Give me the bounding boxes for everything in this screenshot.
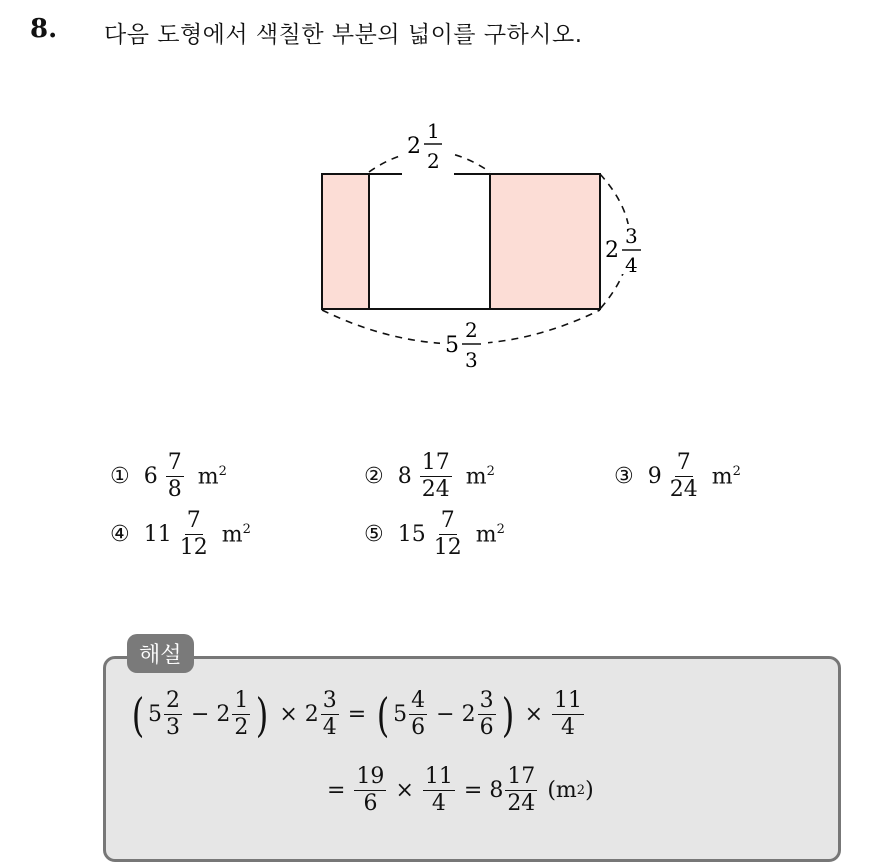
option-1-mark: ① [110, 464, 130, 489]
option-4-unit: $m^2$ [221, 521, 251, 548]
option-3-mark: ③ [614, 464, 634, 489]
option-3-unit: $m^2$ [711, 463, 741, 490]
option-2[interactable] [364, 452, 495, 501]
right-label-den: 4 [625, 253, 638, 277]
solution-line-1: ( 5 $\frac{2}{3}$ − 2 $\frac{1}{2}$ ) × 2 $\frac{3}{4}$ = ( 5 $\frac{4}{6}$ − 2 $\frac{3}{6}$ ) × $\frac{11}{4}$ [131, 687, 582, 742]
solution-tag: 해설 [127, 634, 194, 673]
option-2-fraction: $\frac{17}{24}$ [421, 450, 450, 502]
bottom-label-den: 3 [465, 348, 478, 372]
solution-line-2: = $\frac{19}{6}$ × $\frac{11}{4}$ = 8 $\frac{17}{24}$ ( m 2 ) [327, 764, 594, 816]
bottom-label-num: 2 [465, 318, 478, 342]
option-5[interactable] [364, 510, 505, 559]
shaded-left-strip [322, 174, 369, 309]
option-5-unit: $m^2$ [475, 521, 505, 548]
top-label-den: 2 [427, 149, 440, 173]
option-2-mark: ② [364, 464, 384, 489]
option-5-whole: 15 [397, 522, 426, 547]
option-2-unit: $m^2$ [465, 463, 495, 490]
option-3[interactable] [614, 452, 741, 501]
top-label-whole: 2 [407, 134, 421, 159]
option-1-unit: $m^2$ [197, 463, 227, 490]
option-1-fraction: $\frac{7}{8}$ [167, 450, 182, 502]
option-4-fraction: $\frac{7}{12}$ [179, 508, 208, 560]
question-text: 다음 도형에서 색칠한 부분의 넓이를 구하시오. [104, 22, 583, 48]
question-number: 8. [30, 14, 58, 44]
top-label-num: 1 [427, 119, 440, 143]
shaded-right-strip [490, 174, 600, 309]
figure-diagram [0, 0, 884, 420]
bottom-label-whole: 5 [445, 333, 459, 358]
option-4-whole: 11 [143, 522, 172, 547]
right-label-whole: 2 [605, 238, 619, 263]
option-5-mark: ⑤ [364, 522, 384, 547]
option-3-whole: 9 [647, 464, 662, 489]
option-4-mark: ④ [110, 522, 130, 547]
right-label-num: 3 [625, 224, 638, 248]
option-5-fraction: $\frac{7}{12}$ [433, 508, 462, 560]
solution-box [103, 656, 841, 862]
option-1-whole: 6 [143, 464, 158, 489]
option-1[interactable] [110, 452, 227, 501]
option-4[interactable] [110, 510, 251, 559]
option-2-whole: 8 [397, 464, 412, 489]
option-3-fraction: $\frac{7}{24}$ [669, 450, 698, 502]
